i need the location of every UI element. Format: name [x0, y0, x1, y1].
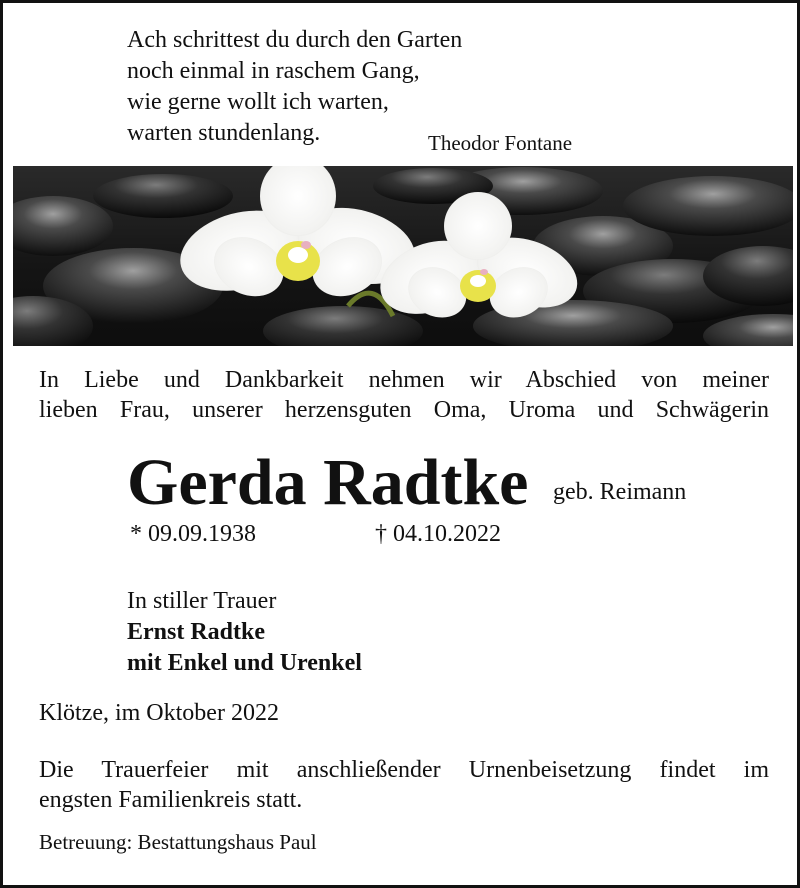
orchid-image-icon — [13, 166, 793, 346]
birth-date: * 09.09.1938 — [130, 521, 256, 547]
mourners-intro: In stiller Trauer — [127, 588, 277, 614]
poem-line: warten stundenlang. — [127, 120, 321, 146]
place-date: Klötze, im Oktober 2022 — [39, 700, 279, 726]
poem-line: wie gerne wollt ich warten, — [127, 89, 389, 115]
poem — [127, 25, 462, 149]
mourners — [127, 586, 362, 679]
mourner-primary: Ernst Radtke — [127, 619, 266, 645]
mourner-secondary: mit Enkel und Urenkel — [127, 650, 362, 676]
intro-line: lieben Frau, unserer herzensguten Oma, Uroma und Schwägerin — [39, 397, 769, 423]
poem-author: Theodor Fontane — [428, 131, 573, 155]
funeral-home: Betreuung: Bestattungshaus Paul — [39, 830, 317, 854]
poem-line: noch einmal in raschem Gang, — [127, 58, 420, 84]
poem-line: Ach schrittest du durch den Garten — [127, 27, 463, 53]
intro-line: In Liebe und Dankbarkeit nehmen wir Abschied von meiner — [39, 367, 769, 393]
funeral-line: Die Trauerfeier mit anschließender Urnenbeisetzung findet im — [39, 757, 769, 783]
orchid-photo — [13, 166, 793, 346]
funeral-line: engsten Familienkreis statt. — [39, 787, 303, 813]
deceased-name: Gerda Radtke — [127, 446, 529, 519]
intro-text — [39, 365, 769, 425]
funeral-notice — [39, 755, 769, 815]
death-date: † 04.10.2022 — [375, 521, 501, 547]
maiden-name: geb. Reimann — [553, 479, 687, 505]
